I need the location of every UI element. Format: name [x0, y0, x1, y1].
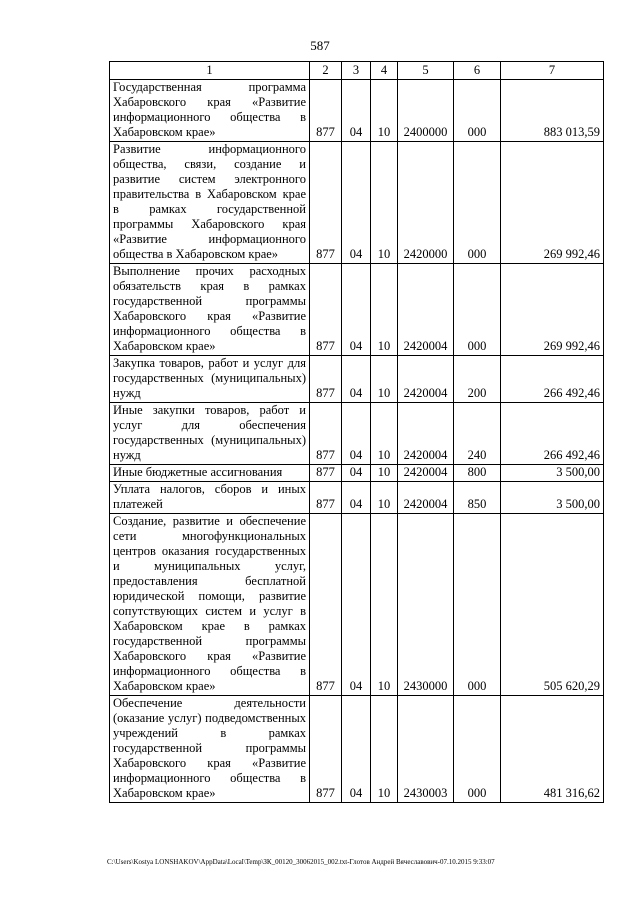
column-header: 5 [398, 62, 454, 80]
row-description: Выполнение прочих расходных обязательств края в рамках государственной программы Хабаровского края «Развитие информационного общества в Хабаровском крае» [110, 264, 310, 356]
subsection-code: 10 [371, 403, 398, 465]
table-row [110, 482, 604, 514]
ministry-code: 877 [310, 465, 342, 482]
row-description: Создание, развитие и обеспечение сети многофункциональных центров оказания государственных и муниципальных услуг, предоставления бесплатной юридической помощи, развитие сопутствующих систем и услуг в Хабаровском крае в рамках государственной программы Хабаровского края «Развитие информационного общества в Хабаровском крае» [110, 514, 310, 696]
target-article-code: 2420004 [398, 465, 454, 482]
subsection-code: 10 [371, 696, 398, 803]
column-header: 6 [454, 62, 501, 80]
ministry-code: 877 [310, 696, 342, 803]
expense-type-code: 200 [454, 356, 501, 403]
section-code: 04 [342, 465, 371, 482]
amount: 269 992,46 [501, 142, 604, 264]
table-row [110, 142, 604, 264]
amount: 266 492,46 [501, 403, 604, 465]
amount: 3 500,00 [501, 482, 604, 514]
row-description: Обеспечение деятельности (оказание услуг) подведомственных учреждений в рамках государственной программы Хабаровского края «Развитие информационного общества в Хабаровском крае» [110, 696, 310, 803]
file-path-footer: C:\Users\Kostya LONSHAKOV\AppData\Local\Temp\ЗК_00120_30062015_002.txt-Глотов Андрей Вячеславович-07.10.2015 9:33:07 [107, 858, 495, 866]
target-article-code: 2400000 [398, 80, 454, 142]
subsection-code: 10 [371, 80, 398, 142]
row-description: Государственная программа Хабаровского края «Развитие информационного общества в Хабаровском крае» [110, 80, 310, 142]
amount: 269 992,46 [501, 264, 604, 356]
column-header: 7 [501, 62, 604, 80]
page-number: 587 [310, 38, 330, 53]
column-header: 4 [371, 62, 398, 80]
subsection-code: 10 [371, 482, 398, 514]
target-article-code: 2420004 [398, 356, 454, 403]
row-description: Уплата налогов, сборов и иных платежей [110, 482, 310, 514]
column-header: 1 [110, 62, 310, 80]
target-article-code: 2430000 [398, 514, 454, 696]
target-article-code: 2420000 [398, 142, 454, 264]
section-code: 04 [342, 482, 371, 514]
amount: 3 500,00 [501, 465, 604, 482]
row-description: Развитие информационного общества, связи, создание и развитие систем электронного правительства в Хабаровском крае в рамках государственной программы Хабаровского края «Развитие информационного общества в Хабаровском крае» [110, 142, 310, 264]
row-description: Иные бюджетные ассигнования [110, 465, 310, 482]
target-article-code: 2420004 [398, 482, 454, 514]
header-row [110, 62, 604, 80]
ministry-code: 877 [310, 356, 342, 403]
amount: 266 492,46 [501, 356, 604, 403]
subsection-code: 10 [371, 465, 398, 482]
amount: 883 013,59 [501, 80, 604, 142]
section-code: 04 [342, 696, 371, 803]
amount: 505 620,29 [501, 514, 604, 696]
amount: 481 316,62 [501, 696, 604, 803]
expense-type-code: 800 [454, 465, 501, 482]
ministry-code: 877 [310, 514, 342, 696]
table-row [110, 465, 604, 482]
section-code: 04 [342, 142, 371, 264]
row-description: Иные закупки товаров, работ и услуг для обеспечения государственных (муниципальных) нужд [110, 403, 310, 465]
expense-type-code: 850 [454, 482, 501, 514]
ministry-code: 877 [310, 403, 342, 465]
subsection-code: 10 [371, 514, 398, 696]
ministry-code: 877 [310, 80, 342, 142]
budget-table [109, 61, 604, 803]
ministry-code: 877 [310, 482, 342, 514]
table-row [110, 264, 604, 356]
expense-type-code: 240 [454, 403, 501, 465]
expense-type-code: 000 [454, 80, 501, 142]
section-code: 04 [342, 403, 371, 465]
section-code: 04 [342, 80, 371, 142]
table-row [110, 514, 604, 696]
row-description: Закупка товаров, работ и услуг для государственных (муниципальных) нужд [110, 356, 310, 403]
ministry-code: 877 [310, 142, 342, 264]
subsection-code: 10 [371, 264, 398, 356]
table-row [110, 403, 604, 465]
table-row [110, 80, 604, 142]
column-header: 3 [342, 62, 371, 80]
expense-type-code: 000 [454, 514, 501, 696]
table-row [110, 696, 604, 803]
target-article-code: 2430003 [398, 696, 454, 803]
table-row [110, 356, 604, 403]
expense-type-code: 000 [454, 696, 501, 803]
section-code: 04 [342, 356, 371, 403]
ministry-code: 877 [310, 264, 342, 356]
subsection-code: 10 [371, 142, 398, 264]
expense-type-code: 000 [454, 264, 501, 356]
column-header: 2 [310, 62, 342, 80]
section-code: 04 [342, 264, 371, 356]
target-article-code: 2420004 [398, 264, 454, 356]
target-article-code: 2420004 [398, 403, 454, 465]
subsection-code: 10 [371, 356, 398, 403]
section-code: 04 [342, 514, 371, 696]
expense-type-code: 000 [454, 142, 501, 264]
